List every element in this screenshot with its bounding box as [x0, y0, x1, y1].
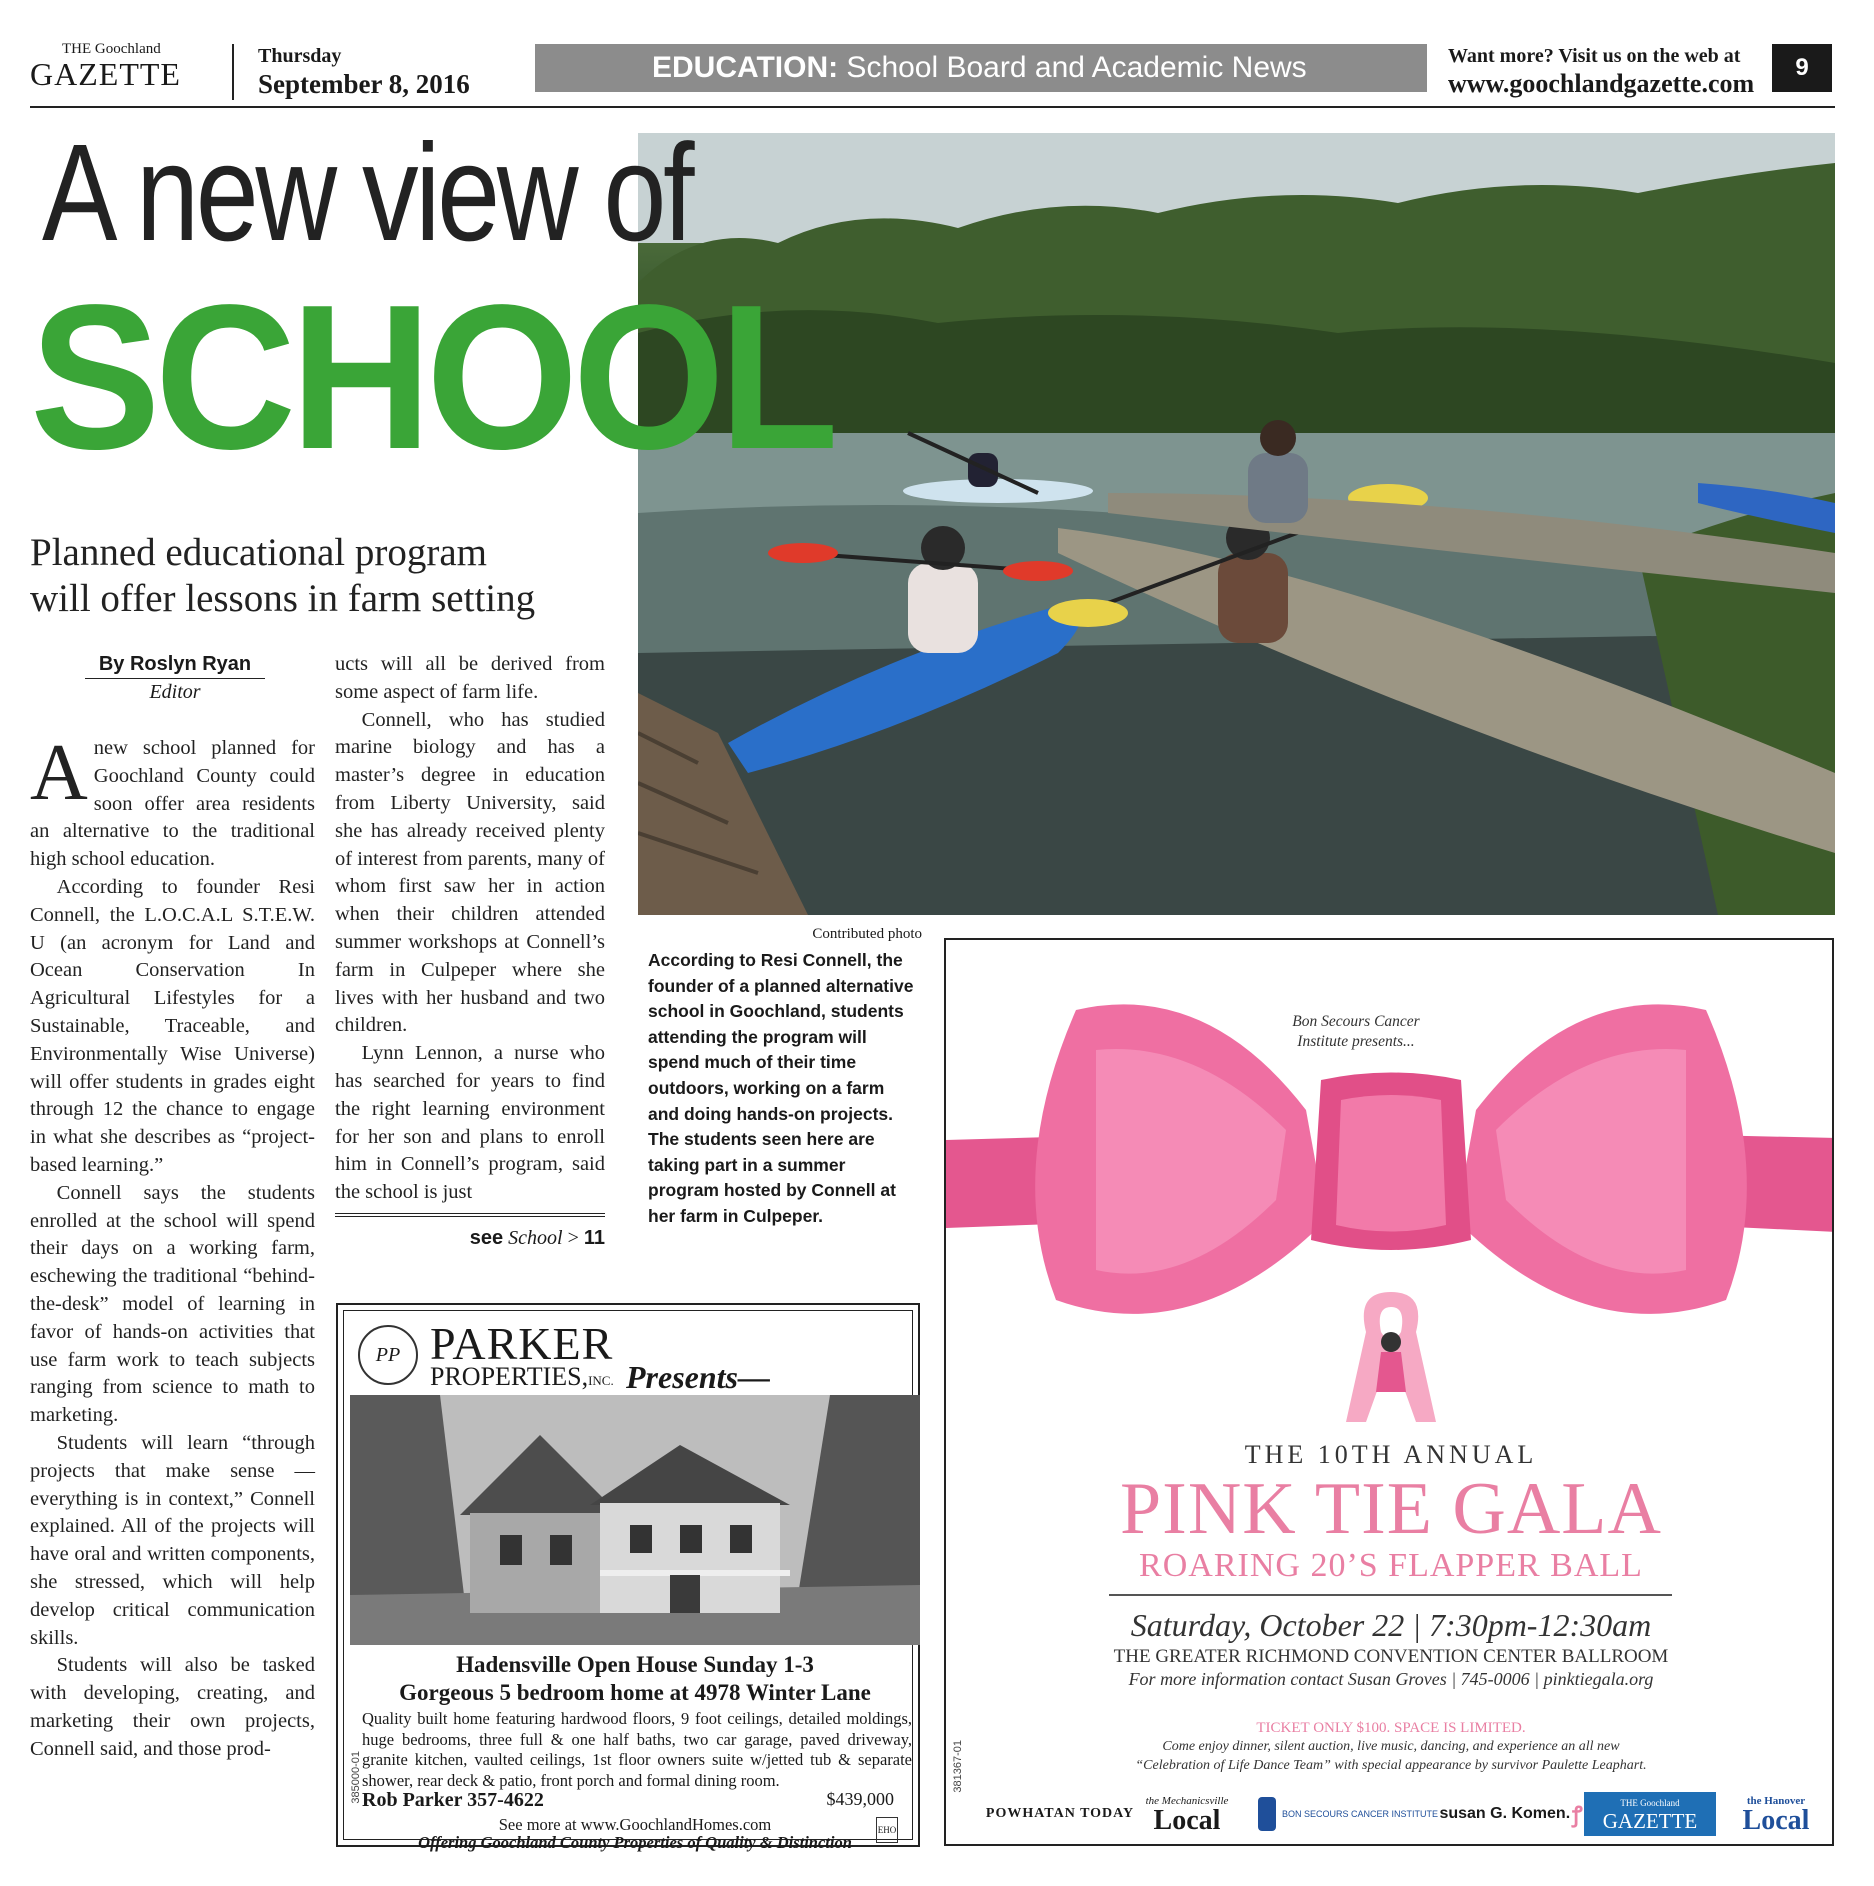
jump-line[interactable]: [335, 1213, 605, 1253]
issue-date-text: September 8, 2016: [258, 69, 470, 99]
masthead-rule: [30, 106, 1835, 108]
article-paragraph: ucts will all be derived from some aspect of farm life.: [335, 653, 605, 703]
byline-title: Editor: [149, 681, 201, 703]
article-paragraph: According to founder Resi Connell, the L.O.C.A.L S.T.E.W. U (an acronym for Land and Ocean Conservation In Agricultural Lifestyles for a Sustainable, Traceable, and Environmentally Wise Universe) will offer students in grades eight through 12 the chance to engage in what she describes as “project-based learning.”: [30, 875, 315, 1176]
house-illustration: [350, 1395, 920, 1645]
logo-big-text: Local: [1742, 1805, 1810, 1836]
hanover-local-logo: [1736, 1792, 1816, 1836]
parker-website[interactable]: See more at www.GoochlandHomes.com: [498, 1815, 772, 1834]
goochland-gazette-logo: [1584, 1792, 1716, 1836]
parker-presents: Presents—: [626, 1359, 770, 1395]
gala-subtitle: ROARING 20’S FLAPPER BALL: [1139, 1547, 1643, 1584]
bon-secours-mark-icon: [1258, 1797, 1276, 1831]
logo-small-text: the Hanover: [1746, 1795, 1806, 1807]
bon-secours-logo: [1258, 1792, 1438, 1836]
web-promo: [1448, 44, 1754, 100]
masthead: [30, 40, 1835, 102]
gazette-logo: [30, 42, 208, 91]
jump-page: 11: [583, 1227, 605, 1249]
gala-presenter: Bon Secours Cancer Institute presents...: [1292, 1013, 1420, 1050]
open-house-headline: Hadensville Open House Sunday 1-3: [456, 1652, 814, 1677]
parker-inc: INC.: [588, 1373, 614, 1388]
headline-line-1: A new view of: [42, 116, 692, 270]
deck: [30, 530, 630, 622]
paragraph-text: new school planned for Goochland County could soon offer area residents an alternative to the traditional high school education.: [30, 737, 315, 871]
byline-name: By Roslyn Ryan: [85, 652, 265, 679]
powhatan-today-logo: POWHATAN TODAY: [985, 1806, 1135, 1821]
pink-tie-gala-ad: [944, 938, 1834, 1846]
issue-date: [258, 44, 470, 100]
parker-properties-ad: [336, 1303, 920, 1852]
ad-code: 385000-01: [350, 1751, 362, 1804]
gala-date: Saturday, October 22 | 7:30pm-12:30am: [1130, 1607, 1652, 1643]
gala-annual: THE 10TH ANNUAL: [1244, 1440, 1538, 1469]
section-subtitle: School Board and Academic News: [838, 51, 1307, 84]
gala-description: Come enjoy dinner, silent auction, live music, dancing, and experience an all new “Celebration of Life Dance Team” with special appearance by survivor Paulette Leaphart.: [1135, 1739, 1647, 1773]
komen-logo: [1439, 1792, 1583, 1836]
parker-sub-text: PROPERTIES,: [430, 1362, 589, 1391]
komen-ribbon-icon: ꝭ: [1572, 1802, 1583, 1827]
jump-see: see: [469, 1227, 504, 1249]
logo-big-text: GAZETTE: [30, 56, 181, 92]
article-paragraph: Lynn Lennon, a nurse who has searched for years to find the right learning environment for her son and plans to enroll him in Connell’s program, said the school is just: [335, 1042, 605, 1204]
sponsor-logos: [985, 1792, 1816, 1836]
byline: [85, 652, 265, 705]
logo-small-text: the Mechanicsville: [1145, 1795, 1229, 1807]
jump-target: School: [508, 1227, 563, 1249]
kayak-photo-illustration: [638, 133, 1835, 915]
logo-small-text: THE Goochland: [62, 41, 161, 57]
home-description: Quality built home featuring hardwood floors, 9 foot ceilings, detailed moldings, huge bedrooms, three full & one half baths, two car garage, paved driveway, granite kitchen, vaulted ceilings, 1st floor owners suite w/jetted tub & separate shower, rear deck & patio, front porch and formal dining room.: [362, 1709, 912, 1790]
logo-big-text: GAZETTE: [1602, 1808, 1698, 1833]
page-number: 9: [1772, 44, 1832, 92]
home-price: $439,000: [826, 1789, 894, 1809]
ad-code: 381367-01: [952, 1740, 964, 1793]
section-name: EDUCATION:: [652, 51, 839, 84]
issue-day: Thursday: [258, 45, 342, 67]
headline-school: SCHOOL: [30, 262, 833, 492]
article-paragraph: [30, 729, 315, 874]
gala-ticket-info: TICKET ONLY $100. SPACE IS LIMITED.: [1256, 1720, 1526, 1736]
equal-housing-icon: EHO: [876, 1817, 898, 1843]
mechanicsville-local-logo: [1138, 1792, 1236, 1836]
drop-cap: A: [30, 729, 88, 817]
kayak-photo: [638, 133, 1835, 915]
jump-arrow: >: [562, 1227, 584, 1249]
website-link[interactable]: www.goochlandgazette.com: [1448, 69, 1755, 98]
logo-small-text: THE Goochland: [1620, 1797, 1680, 1808]
parker-sub: [430, 1363, 614, 1395]
gala-contact-info: For more information contact Susan Groves | 745-0006 | pinktiegala.org: [1128, 1669, 1654, 1689]
deck-line-1: Planned educational program: [30, 531, 488, 574]
komen-text: susan G. Komen.: [1439, 1805, 1571, 1822]
article-column-1: [30, 729, 315, 1763]
section-banner: [535, 44, 1427, 92]
home-headline: Gorgeous 5 bedroom home at 4978 Winter Lane: [399, 1680, 871, 1705]
article-paragraph: Connell says the students enrolled at the school will spend their days on a working farm, eschewing the traditional “behind-the-desk” model of learning in favor of hands-on activities that use farm work to teach subjects ranging from science to math to marketing.: [30, 1181, 315, 1427]
article-column-2: [335, 651, 605, 1207]
article-paragraph: Connell, who has studied marine biology and has a master’s degree in education from Liberty University, said she has already received plenty of interest from parents, many of whom first saw her in action when their children attended summer workshops at Connell’s farm in Culpeper where she lives with her husband and two children.: [335, 708, 605, 1037]
masthead-divider: [232, 44, 234, 100]
gala-divider: [1109, 1594, 1672, 1596]
photo-caption: According to Resi Connell, the founder of a planned alternative school in Goochland, students attending the program will spend much of their time outdoors, working on a farm and doing hands-on projects. The students seen here are taking part in a summer program hosted by Connell at her farm in Culpeper.: [648, 950, 914, 1226]
logo-big-text: Local: [1153, 1805, 1221, 1836]
photo-credit: Contributed photo: [812, 926, 922, 942]
parker-logo: PP: [358, 1325, 418, 1385]
gala-venue: THE GREATER RICHMOND CONVENTION CENTER BALLROOM: [1113, 1646, 1669, 1667]
bon-secours-text: BON SECOURS CANCER INSTITUTE: [1281, 1809, 1438, 1819]
article-paragraph: Students will also be tasked with developing, creating, and marketing their own projects, Connell said, and those prod-: [30, 1654, 315, 1760]
deck-line-2: will offer lessons in farm setting: [30, 577, 536, 620]
web-promo-text: Want more? Visit us on the web at: [1448, 45, 1741, 67]
article-paragraph: Students will learn “through projects that make sense — everything is in context,” Connell explained. All of the projects will have oral and written components, she stressed, which will help develop critical communication skills.: [30, 1431, 315, 1649]
gala-title: PINK TIE GALA: [1120, 1468, 1662, 1550]
house-photo: [350, 1395, 920, 1645]
agent-contact: Rob Parker 357-4622: [362, 1789, 544, 1811]
pink-ribbon-icon: [1336, 1282, 1446, 1432]
ad-inner-border: [343, 1310, 913, 1852]
parker-tagline: Offering Goochland County Properties of Quality & Distinction: [418, 1833, 852, 1852]
parker-name: PARKER: [430, 1318, 614, 1369]
